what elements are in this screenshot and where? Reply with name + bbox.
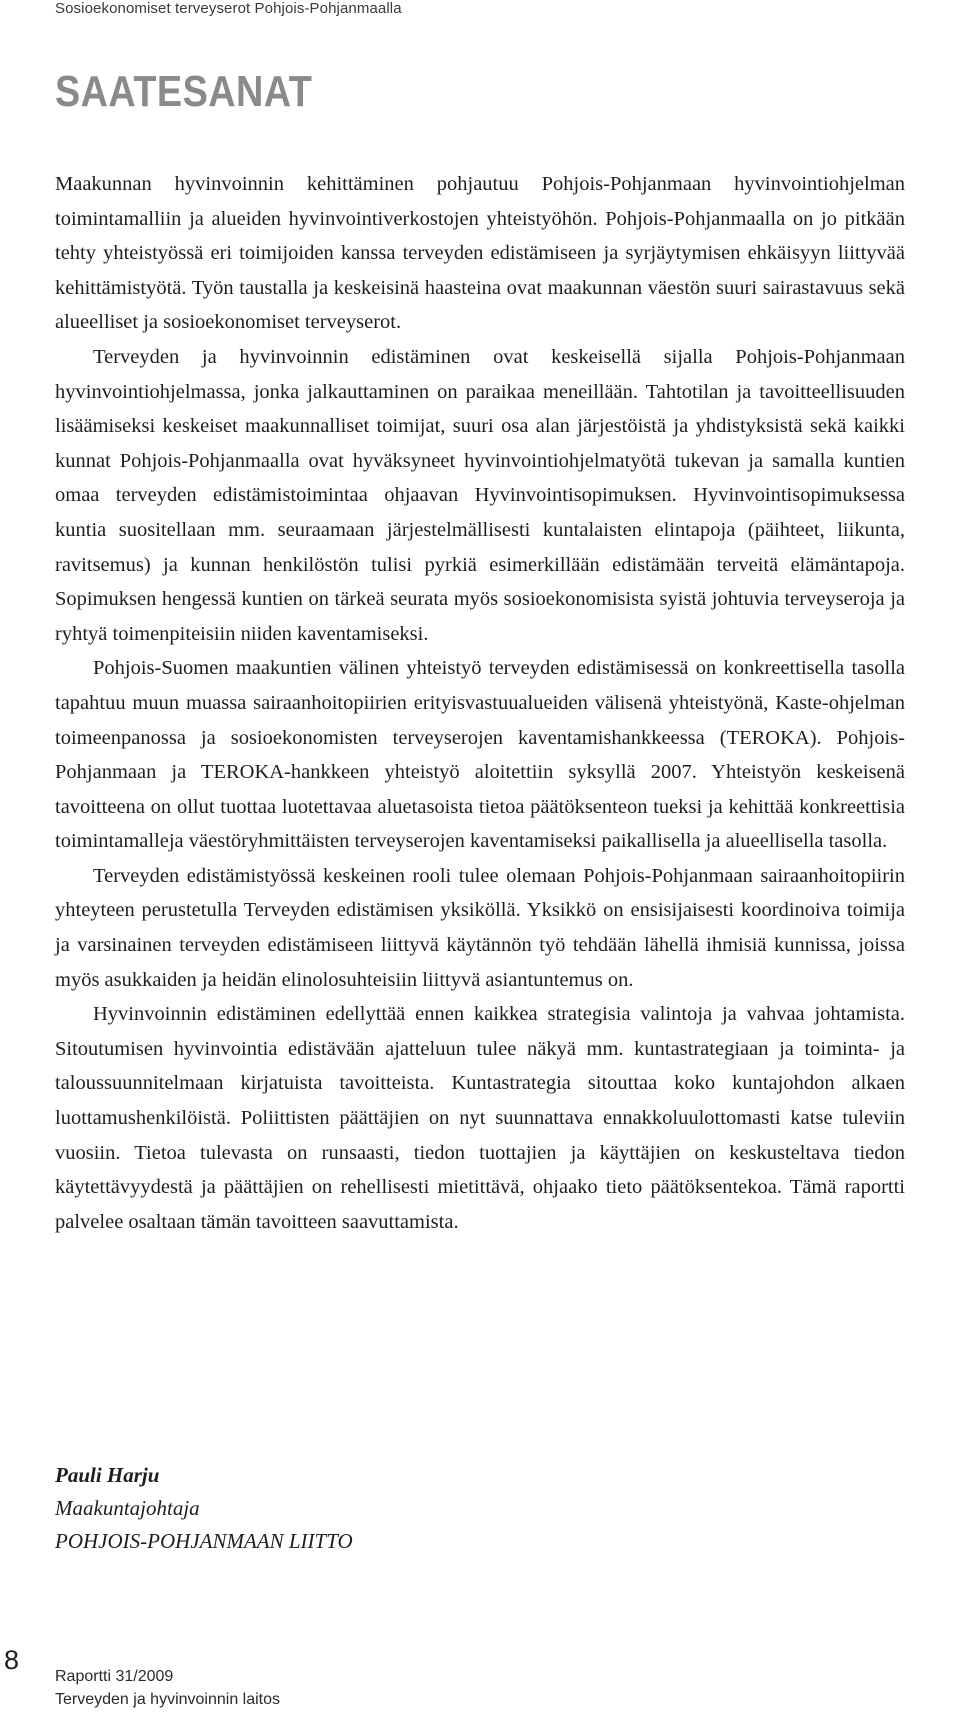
signature-block [55,1459,353,1558]
paragraph-1: Maakunnan hyvinvoinnin kehittäminen pohjautuu Pohjois-Pohjanmaan hyvinvointiohjelman toimintamalliin ja alueiden hyvinvointiverkostojen yhteistyöhön. Pohjois-Pohjanmaalla on jo pitkään tehty yhteistyössä eri toimijoiden kanssa terveyden edistämiseen ja syrjäytymisen ehkäisyyn liittyvää kehittämistyötä. Työn taustalla ja keskeisinä haasteina ovat maakunnan väestön suuri sairastavuus sekä alueelliset ja sosioekonomiset terveyserot. [55,173,905,334]
signer-name: Pauli Harju [55,1463,160,1487]
signer-role: Maakuntajohtaja [55,1496,200,1520]
body-text [55,167,905,1239]
signer-organization: POHJOIS-POHJANMAAN LIITTO [55,1529,353,1553]
paragraph-2: Terveyden ja hyvinvoinnin edistäminen ovat keskeisellä sijalla Pohjois-Pohjanmaan hyvinvointiohjelmassa, jonka jalkauttaminen on paraikaa meneillään. Tahtotilan ja tavoitteellisuuden lisäämiseksi keskeiset maakunnalliset toimijat, suuri osa alan järjestöistä ja yhdistyksistä sekä kaikki kunnat Pohjois-Pohjanmaalla ovat hyväksyneet hyvinvointiohjelmatyötä tukevan ja samalla kuntien omaa terveyden edistämistoimintaa ohjaavan Hyvinvointisopimuksen. Hyvinvointisopimuksessa kuntia suositellaan mm. seuraamaan järjestelmällisesti kuntalaisten elintapoja (päihteet, liikunta, ravitsemus) ja kunnan henkilöstön tulisi pyrkiä esimerkillään edistämään terveitä elämäntapoja. Sopimuksen hengessä kuntien on tärkeä seurata myös sosioekonomisista syistä johtuvia terveyseroja ja ryhtyä toimenpiteisiin niiden kaventamiseksi. [55,345,905,645]
page-title: SAATESANAT [55,67,313,116]
footer [55,1665,280,1711]
paragraph-5: Hyvinvoinnin edistäminen edellyttää ennen kaikkea strategisia valintoja ja vahvaa johtamista. Sitoutumisen hyvinvointia edistävään ajatteluun tulee näkyä mm. kuntastrategiaan ja toiminta- ja taloussuunnitelmaan kirjatuista tavoitteista. Kuntastrategia sitouttaa koko kuntajohdon alkaen luottamushenkilöistä. Poliittisten päättäjien on nyt suunnattava ennakkoluulottomasti katse tuleviin vuosiin. Tietoa tulevasta on runsaasti, tiedon tuottajien ja käyttäjien on keskusteltava tiedon käytettävyydestä ja päättäjien on rehellisesti mietittävä, ohjaako tieto päätöksentekoa. Tämä raportti palvelee osaltaan tämän tavoitteen saavuttamista. [55,1003,905,1233]
footer-report: Raportti 31/2009 [55,1668,174,1685]
paragraph-4: Terveyden edistämistyössä keskeinen rooli tulee olemaan Pohjois-Pohjanmaan sairaanhoitopiirin yhteyteen perustetulla Terveyden edistämisen yksiköllä. Yksikkö on ensisijaisesti koordinoiva toimija ja varsinainen terveyden edistämiseen liittyvä käytännön työ tehdään lähellä ihmisiä kunnissa, joissa myös asukkaiden ja heidän elinolosuhteisiin liittyvä asiantuntemus on. [55,864,905,991]
footer-institute: Terveyden ja hyvinvoinnin laitos [55,1691,281,1708]
paragraph-3: Pohjois-Suomen maakuntien välinen yhteistyö terveyden edistämisessä on konkreettisella tasolla tapahtuu muun muassa sairaanhoitopiirien erityisvastuualueiden välisenä yhteistyönä, Kaste-ohjelman toimeenpanossa ja sosioekonomisten terveyserojen kaventamishankkeessa (TEROKA). Pohjois-Pohjanmaan ja TEROKA-hankkeen yhteistyö aloitettiin syksyllä 2007. Yhteistyön keskeisenä tavoitteena on ollut tuottaa luotettavaa aluetasoista tietoa päätöksenteon tueksi ja kehittää konkreettisia toimintamalleja väestöryhmittäisten terveyserojen kaventamiseksi paikallisella ja alueellisella tasolla. [55,657,905,853]
page-number: 8 [4,1645,20,1675]
running-head: Sosioekonomiset terveyserot Pohjois-Pohjanmaalla [55,0,402,17]
